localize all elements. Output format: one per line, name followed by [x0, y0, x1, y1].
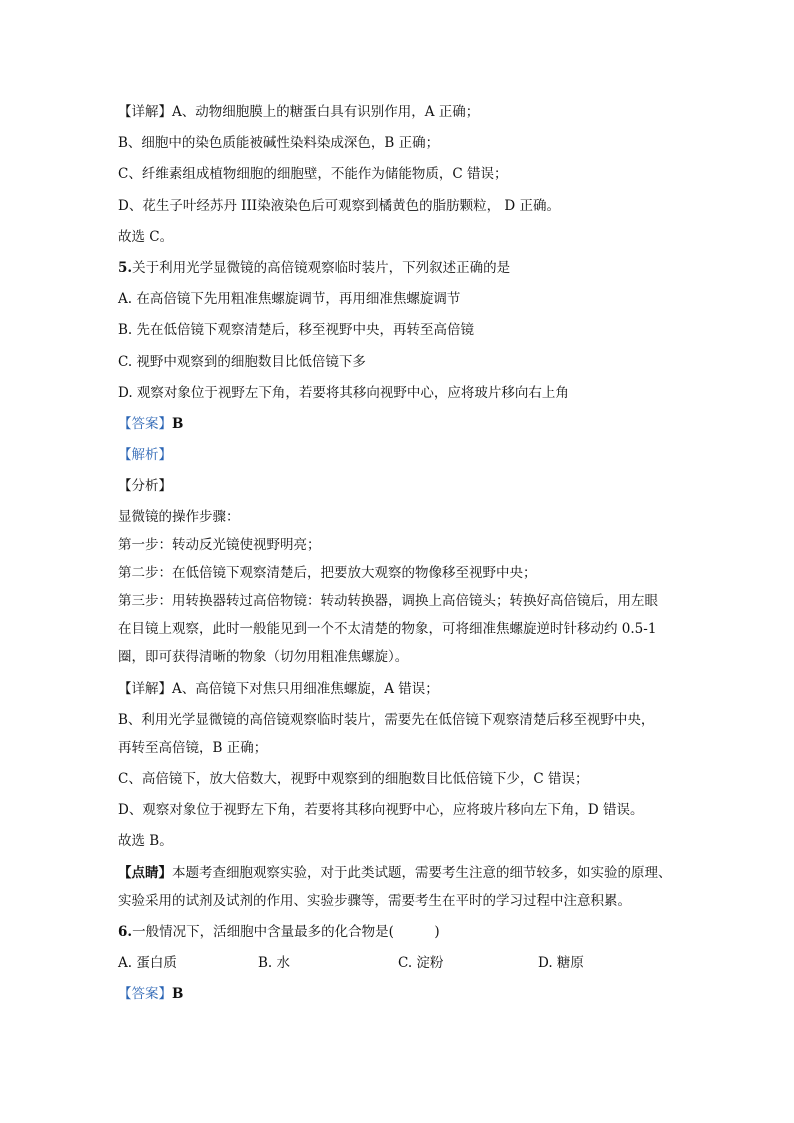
option-b: B. 先在低倍镜下观察清楚后，移至视野中央，再转至高倍镜	[118, 322, 475, 339]
option-c: C. 淀粉	[398, 954, 444, 971]
comment-tag: 【点睛】	[118, 864, 172, 881]
detail-line: B、细胞中的染色质能被碱性染料染成深色，B 正确；	[118, 135, 440, 152]
question-number: 6.	[118, 923, 133, 940]
answer-tag: 【答案】	[118, 415, 172, 432]
detail-line: D、花生子叶经苏丹 III染液染色后可观察到橘黄色的脂肪颗粒， D 正确。	[118, 197, 561, 214]
answer-value: B	[172, 986, 184, 1003]
option-d: D. 观察对象位于视野左下角，若要将其移向视野中心，应将玻片移向右上角	[118, 384, 569, 401]
option-a: A. 在高倍镜下先用粗准焦螺旋调节，再用细准焦螺旋调节	[118, 291, 461, 308]
analysis-line: 圈，即可获得清晰的物象（切勿用粗准焦螺旋）。	[118, 649, 409, 666]
answer-tag: 【答案】	[118, 986, 172, 1003]
question-5-stem	[118, 256, 678, 287]
answer-value: B	[172, 415, 184, 432]
analysis-line: 第三步：用转换器转过高倍物镜：转动转换器，调换上高倍镜头；转换好高倍镜后，用左眼	[118, 593, 658, 610]
detail-line: C、高倍镜下，放大倍数大，视野中观察到的细胞数目比低倍镜下少，C 错误；	[118, 771, 589, 787]
detail-text: A、动物细胞膜上的糖蛋白具有识别作用，A 正确；	[172, 104, 480, 120]
analysis-tag: 【解析】	[118, 447, 172, 464]
analysis-sub-tag-line	[118, 474, 678, 505]
conclusion-line: 故选 B。	[118, 833, 173, 850]
option-d: D. 糖原	[538, 954, 584, 971]
detail-line: D、观察对象位于视野左下角，若要将其移向视野中心，应将玻片移向左下角，D 错误。	[118, 802, 644, 819]
analysis-tag-line	[118, 443, 678, 474]
option-a: A. 蛋白质	[118, 954, 177, 971]
detail-tag: 【详解】	[118, 104, 172, 120]
answer-line	[118, 982, 678, 1013]
answer-line	[118, 412, 678, 443]
question-text: 一般情况下，活细胞中含量最多的化合物是( )	[132, 923, 440, 940]
option-b: B. 水	[258, 954, 291, 971]
document-page	[118, 100, 678, 1013]
question-number: 5.	[118, 259, 133, 276]
option-c: C. 视野中观察到的细胞数目比低倍镜下多	[118, 353, 366, 370]
detail-line: C、纤维素组成植物细胞的细胞壁，不能作为储能物质，C 错误；	[118, 166, 508, 183]
analysis-line: 第二步：在低倍镜下观察清楚后，把要放大观察的物像移至视野中央；	[118, 565, 537, 582]
question-text: 关于利用光学显微镜的高倍镜观察临时装片，下列叙述正确的是	[132, 259, 511, 276]
detail-line	[118, 100, 678, 131]
analysis-line: 第一步：转动反光镜使视野明亮；	[118, 537, 321, 554]
analysis-line: 显微镜的操作步骤：	[118, 509, 240, 526]
analysis-line: 在目镜上观察，此时一般能见到一个不太清楚的物象，可将细准焦螺旋逆时针移动约 0.5-1	[118, 621, 657, 638]
question-6-options	[118, 951, 678, 982]
comment-text: 本题考查细胞观察实验，对于此类试题，需要考生注意的细节较多，如实验的原理、	[172, 864, 672, 881]
detail-tag: 【详解】	[118, 680, 172, 697]
comment-line	[118, 861, 678, 889]
conclusion-line: 故选 C。	[118, 228, 174, 245]
question-6-stem	[118, 920, 678, 951]
analysis-sub-tag: 【分析】	[118, 478, 172, 495]
detail-line: B、利用光学显微镜的高倍镜观察临时装片，需要先在低倍镜下观察清楚后移至视野中央，	[118, 711, 655, 728]
detail-text: A、高倍镜下对焦只用细准焦螺旋，A 错误；	[172, 680, 439, 697]
detail-line: 再转至高倍镜，B 正确；	[118, 739, 268, 756]
comment-line: 实验采用的试剂及试剂的作用、实验步骤等，需要考生在平时的学习过程中注意积累。	[118, 892, 631, 909]
detail-line	[118, 677, 678, 708]
